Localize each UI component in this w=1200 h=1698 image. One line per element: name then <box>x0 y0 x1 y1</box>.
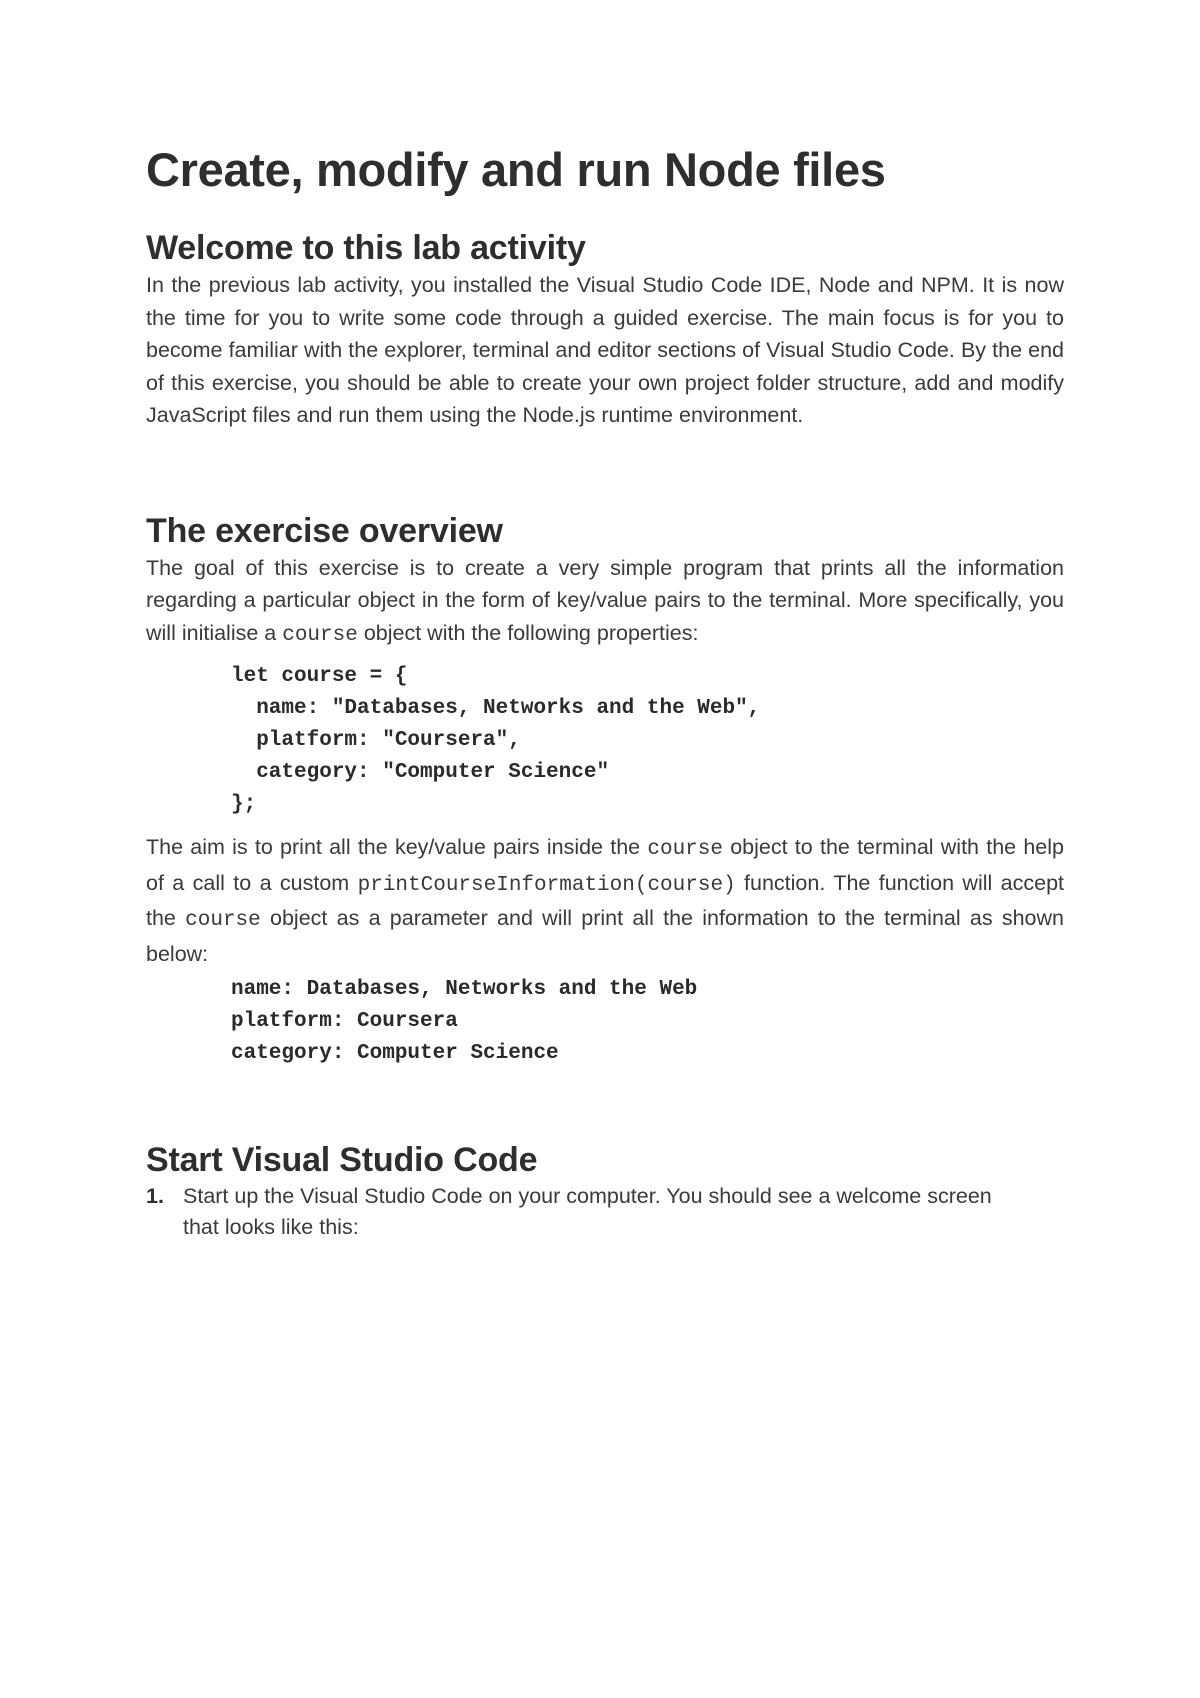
aim-text-3: function. The function will accept the <box>146 870 1064 930</box>
step-text: Start up the Visual Studio Code on your computer. You should see a welcome screen that looks like this: <box>183 1184 992 1239</box>
output-line: name: Databases, Networks and the Web <box>231 978 698 1001</box>
section-heading-welcome: Welcome to this lab activity <box>146 229 586 267</box>
aim-text-2: object to the terminal with the help of a call to a custom <box>146 835 1064 895</box>
overview-aim-paragraph <box>146 831 1064 970</box>
overview-intro-paragraph <box>146 552 1064 653</box>
section-heading-start-vscode: Start Visual Studio Code <box>146 1141 538 1179</box>
course-object-code-block <box>146 661 1064 821</box>
document-page <box>146 140 1064 1243</box>
output-line: category: Computer Science <box>231 1042 559 1065</box>
inline-code-function-call: printCourseInformation(course) <box>357 873 736 897</box>
inline-code-course: course <box>282 623 358 647</box>
overview-intro-text-after: object with the following properties: <box>357 620 699 645</box>
inline-code-course: course <box>185 909 261 932</box>
code-line: name: "Databases, Networks and the Web", <box>231 697 761 720</box>
code-line: }; <box>231 793 257 816</box>
step-number: 1. <box>146 1184 164 1208</box>
aim-text-4: object as a parameter and will print all the information to the terminal as shown below: <box>146 906 1064 966</box>
inline-code-course: course <box>647 838 723 861</box>
code-line: platform: "Coursera", <box>231 729 521 752</box>
code-line: let course = { <box>231 665 408 688</box>
page-title: Create, modify and run Node files <box>146 143 886 196</box>
output-line: platform: Coursera <box>231 1010 458 1033</box>
aim-text-1: The aim is to print all the key/value pairs inside the <box>146 835 648 859</box>
welcome-paragraph: In the previous lab activity, you installed the Visual Studio Code IDE, Node and NPM. It is now the time for you to write some code through a guided exercise. The main focus is for you to become familiar with the explorer, terminal and editor sections of Visual Studio Code. By the end of this exercise, you should be able to create your own project folder structure, add and modify JavaScript files and run them using the Node.js runtime environment. <box>146 273 1064 427</box>
terminal-output-block <box>146 974 1064 1070</box>
overview-intro-text-before: The goal of this exercise is to create a very simple program that prints all the information regarding a particular object in the form of key/value pairs to the terminal. More specifically, you will initialise a <box>146 555 1064 645</box>
code-line: category: "Computer Science" <box>231 761 610 784</box>
section-heading-overview: The exercise overview <box>146 511 503 550</box>
step-item-1 <box>146 1181 1064 1243</box>
